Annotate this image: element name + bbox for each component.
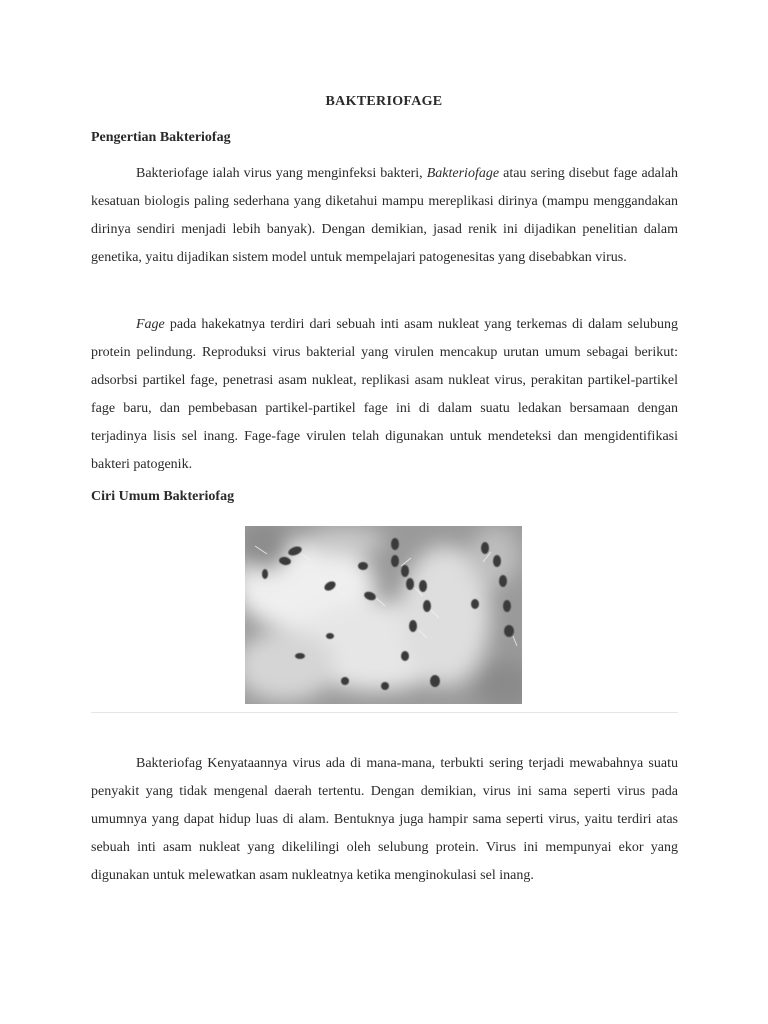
paragraph-pengertian-1	[91, 160, 678, 272]
paragraph-text: pada hakekatnya terdiri dari sebuah inti asam nukleat yang terkemas di dalam selubung protein pelindung. Reproduksi virus bakterial yang virulen mencakup urutan umum sebagai berikut: adsorbsi partikel fage, penetrasi asam nukleat, replikasi asam nukleat virus, perakitan partikel-partikel fage baru, dan pembebasan partikel-partikel fage ini di dalam suatu ledakan bersamaan dengan terjadinya lisis sel inang. Fage-fage virulen telah digunakan untuk mendeteksi dan mengidentifikasi bakteri patogenik.	[91, 317, 678, 472]
italic-term: Fage	[136, 317, 165, 332]
section-heading-pengertian: Pengertian Bakteriofag	[91, 130, 231, 145]
bacteriophage-micrograph	[245, 526, 522, 704]
paragraph-text: Bakteriofage ialah virus yang menginfeksi bakteri,	[136, 166, 427, 181]
document-title: BAKTERIOFAGE	[325, 94, 443, 109]
paragraph-ciri-umum-1: Bakteriofag Kenyataannya virus ada di mana-mana, terbukti sering terjadi mewabahnya suatu penyakit yang tidak mengenal daerah tertentu. Dengan demikian, virus ini sama seperti virus pada umumnya yang dapat hidup luas di alam. Bentuknya juga hampir sama seperti virus, yaitu terdiri atas sebuah inti asam nukleat yang dikelilingi oleh selubung protein. Virus ini mempunyai ekor yang digunakan untuk melewatkan asam nukleatnya ketika menginokulasi sel inang.	[91, 756, 678, 883]
divider	[91, 712, 678, 713]
italic-term: Bakteriofage	[426, 166, 500, 181]
paragraph-text: atau sering disebut fage adalah kesatuan biologis paling sederhana yang diketahui mampu mereplikasi dirinya (mampu menggandakan dirinya sendiri menjadi lebih banyak). Dengan demikian, jasad renik ini dijadikan penelitian dalam genetika, yaitu dijadikan sistem model untuk mempelajari patogenesitas yang disebabkan virus.	[91, 166, 679, 265]
section-heading-ciri-umum: Ciri Umum Bakteriofag	[91, 489, 235, 504]
paragraph-pengertian-2	[91, 311, 678, 479]
